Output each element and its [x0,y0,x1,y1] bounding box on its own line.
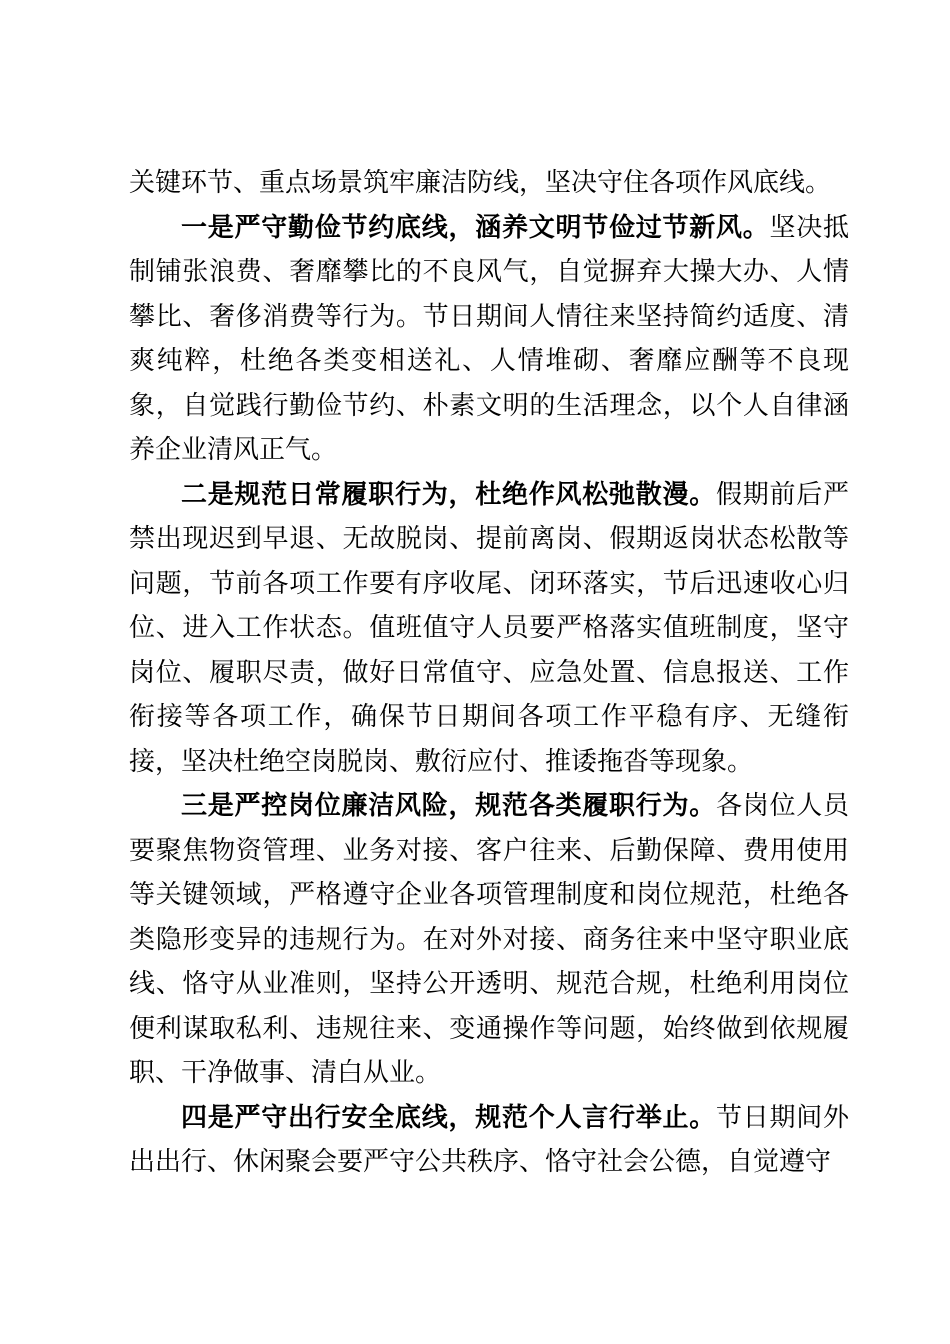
paragraph-text: 假期前后严禁出现迟到早退、无故脱岗、提前离岗、假期返岗状态松散等问题，节前各项工作要有序收尾、闭环落实，节后迅速收心归位、进入工作状态。值班值守人员要严格落实值班制度，坚守岗位、履职尽责，做好日常值守、应急处置、信息报送、工作衔接等各项工作，确保节日期间各项工作平稳有序、无缝衔接，坚决杜绝空岗脱岗、敷衍应付、推诿拖沓等现象。 [129,479,849,777]
paragraph-heading: 三是严控岗位廉洁风险，规范各类履职行为。 [181,791,716,821]
paragraph-travel-safety [129,1096,849,1185]
paragraph-text: 关键环节、重点场景筑牢廉洁防线，坚决守住各项作风底线。 [129,168,832,198]
paragraph-text: 各岗位人员要聚焦物资管理、业务对接、客户往来、后勤保障、费用使用等关键领域，严格遵守企业各项管理制度和岗位规范，杜绝各类隐形变异的违规行为。在对外对接、商务往来中坚守职业底线、恪守从业准则，坚持公开透明、规范合规，杜绝利用岗位便利谋取私利、违规往来、变通操作等问题，始终做到依规履职、干净做事、清白从业。 [129,791,849,1088]
document-body [129,161,849,1185]
paragraph-text: 节日期间外出出行、休闲聚会要严守公共秩序、恪守社会公德，自觉遵守 [129,1102,849,1177]
paragraph-heading: 四是严守出行安全底线，规范个人言行举止。 [181,1102,716,1133]
paragraph-frugality [129,206,849,473]
paragraph-integrity-risk [129,784,849,1096]
paragraph-heading: 一是严守勤俭节约底线，涵养文明节俭过节新风。 [181,212,770,243]
paragraph-text: 坚决抵制铺张浪费、奢靡攀比的不良风气，自觉摒弃大操大办、人情攀比、奢侈消费等行为。节日期间人情往来坚持简约适度、清爽纯粹，杜绝各类变相送礼、人情堆砌、奢靡应酬等不良现象，自觉践行勤俭节约、朴素文明的生活理念，以个人自律涵养企业清风正气。 [129,212,849,465]
paragraph-continuation [129,161,849,206]
paragraph-heading: 二是规范日常履职行为，杜绝作风松弛散漫。 [181,479,716,510]
paragraph-duty-conduct [129,473,849,785]
